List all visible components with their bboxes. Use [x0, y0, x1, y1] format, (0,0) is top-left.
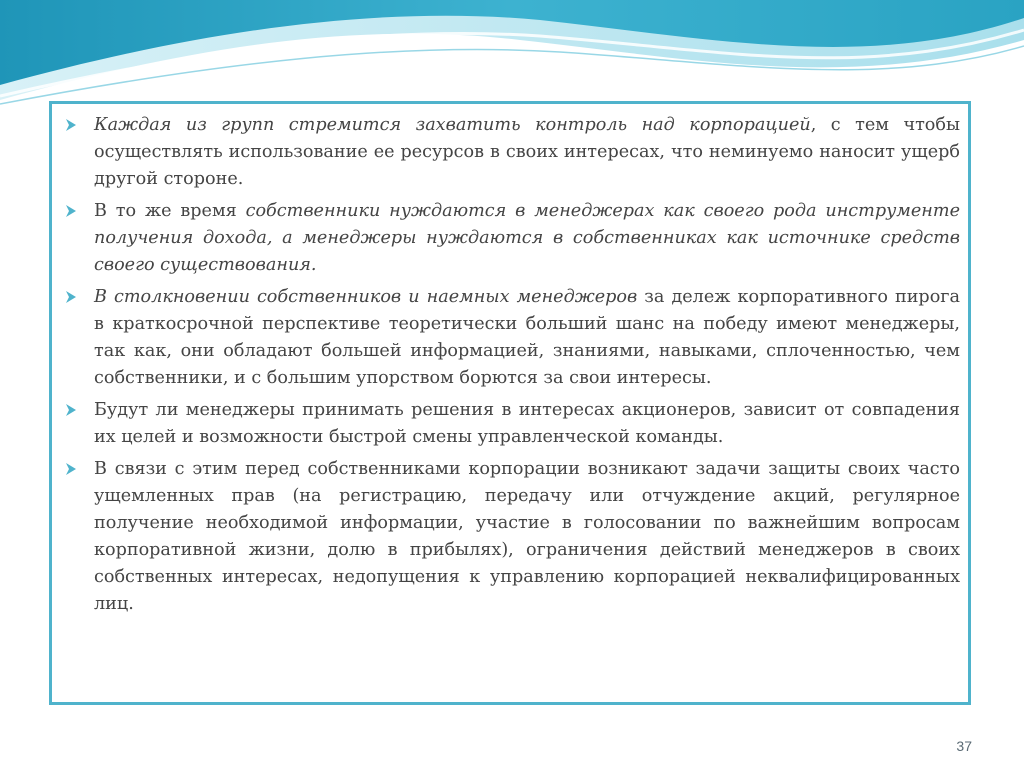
bullet-text: В то же время: [94, 201, 246, 221]
bullet-text-italic: собственники нуждаются в менеджерах как своего рода инструменте получения дохода, а менеджеры нуждаются в собственниках как источнике средств своего существования.: [94, 201, 960, 275]
bullet-text: за дележ корпоративного пирога в краткосрочной перспективе теоретически больший шанс на победу имеют менеджеры, так как, они обладают большей информацией, знаниями, навыками, сплоченностью, чем собственники, и с большим упорством борются за свои интересы.: [94, 287, 960, 388]
bullet-item: [62, 456, 960, 618]
wave-primary: [0, 0, 1024, 85]
bullet-item: [62, 198, 960, 279]
bullet-item: [62, 284, 960, 392]
arrow-bullet-icon: [64, 462, 78, 476]
arrow-bullet-icon: [64, 118, 78, 132]
arrow-bullet-icon: [64, 290, 78, 304]
arrow-bullet-icon: [64, 403, 78, 417]
arrow-bullet-icon: [64, 204, 78, 218]
bullet-item: [62, 397, 960, 451]
bullet-text-italic: В столкновении собственников и наемных менеджеров: [94, 287, 638, 307]
page-number: 37: [956, 738, 972, 754]
content-frame: [49, 101, 971, 705]
bullet-list: [62, 112, 960, 618]
bullet-text-italic: Каждая из групп стремится захватить контроль над корпорацией: [94, 115, 811, 135]
bullet-text: В связи с этим перед собственниками корпорации возникают задачи защиты своих часто ущемленных прав (на регистрацию, передачу или отчуждение акций, регулярное получение необходимой информации, участие в голосовании по важнейшим вопросам корпоративной жизни, долю в прибылях), ограничения действий менеджеров в своих собственных интересах, недопущения к управлению корпорацией неквалифицированных лиц.: [94, 459, 960, 614]
bullet-text: , с тем чтобы осуществлять использование ее ресурсов в своих интересах, что неминуемо наносит ущерб другой стороне.: [94, 115, 960, 189]
bullet-text: Будут ли менеджеры принимать решения в интересах акционеров, зависит от совпадения их целей и возможности быстрой смены управленческой команды.: [94, 400, 960, 447]
bullet-item: [62, 112, 960, 193]
